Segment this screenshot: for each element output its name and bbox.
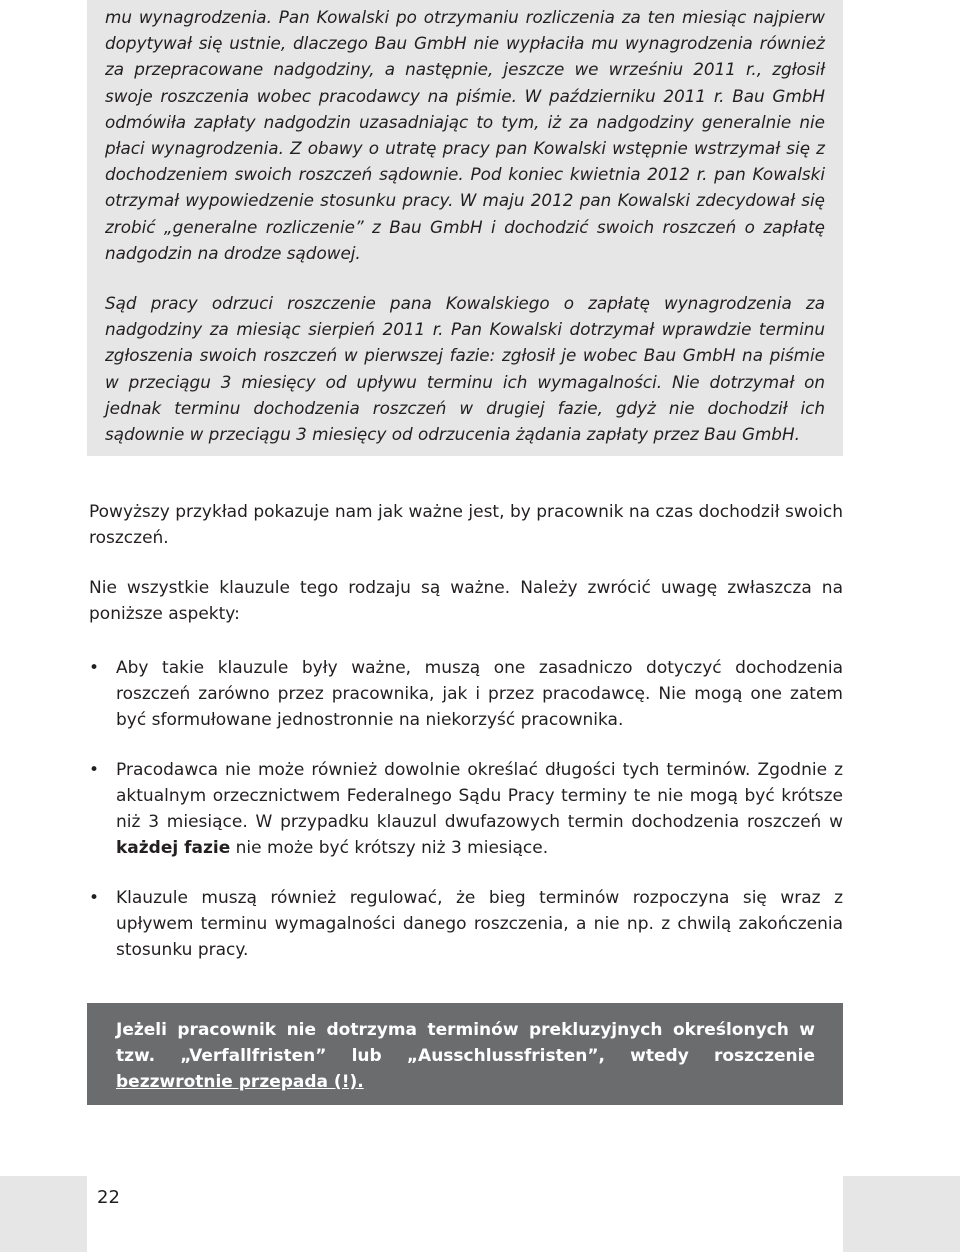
list-item-text: Aby takie klauzule były ważne, muszą one zasadniczo dotyczyć dochodzenia roszczeń zarówno przez pracownika, jak i przez pracodawcę. Nie mogą one zatem być sformułowane jednostronnie na niekorzyść pracownika. bbox=[116, 658, 843, 730]
body-paragraph-1: Powyższy przykład pokazuje nam jak ważne jest, by pracownik na czas dochodził swoich roszczeń. bbox=[89, 502, 843, 548]
list-item bbox=[89, 757, 843, 861]
list-item bbox=[89, 655, 843, 733]
bullet-icon: • bbox=[89, 658, 100, 678]
example-paragraph-2: Sąd pracy odrzuci roszczenie pana Kowalskiego o zapłatę wynagrodzenia za nadgodziny za miesiąc sierpień 2011 r. Pan Kowalski dotrzymał wprawdzie terminu zgłoszenia swoich roszczeń w pierwszej fazie: zgłosił je wobec Bau GmbH na piśmie w przeciągu 3 miesięcy od upływu terminu ich wymagalności. Nie dotrzymał on jednak terminu dochodzenia roszczeń w drugiej fazie, gdyż nie dochodził ich sądownie w przeciągu 3 miesięcy od odrzucenia żądania zapłaty przez Bau GmbH. bbox=[105, 293, 825, 445]
example-paragraph-1: mu wynagrodzenia. Pan Kowalski po otrzymaniu rozliczenia za ten miesiąc najpierw dopytywał się ustnie, dlaczego Bau GmbH nie wypłaciła mu wynagrodzenia również za przepracowane nadgodziny, a następnie, jeszcze we wrześniu 2011 r., zgłosił swoje roszczenia wobec pracodawcy na piśmie. W październiku 2011 r. Bau GmbH odmówiła zapłaty nadgodzin uzasadniając to tym, iż za nadgodziny generalnie nie płaci wynagrodzenia. Z obawy o utratę pracy pan Kowalski wstępnie wstrzymał się z dochodzeniem swoich roszczeń sądownie. Pod koniec kwietnia 2012 r. pan Kowalski otrzymał wypowiedzenie stosunku pracy. W maju 2012 pan Kowalski zdecydował się zrobić „generalne rozliczenie” z Bau GmbH i dochodzić swoich roszczeń o zapłatę nadgodzin na drodze sądowej. bbox=[105, 7, 825, 263]
list-item-text: Pracodawca nie może również dowolnie określać długości tych terminów. Zgodnie z aktualnym orzecznictwem Federalnego Sądu Pracy terminy te nie mogą być krótsze niż 3 miesiące. W przypadku klauzul dwufazowych termin dochodzenia roszczeń w bbox=[116, 760, 843, 832]
list-item bbox=[89, 885, 843, 963]
example-box bbox=[87, 0, 843, 456]
footer-page-area bbox=[87, 1176, 843, 1252]
warning-underlined-text: bezzwrotnie przepada (!). bbox=[116, 1072, 364, 1092]
body-paragraph-2: Nie wszystkie klauzule tego rodzaju są ważne. Należy zwrócić uwagę zwłaszcza na poniższe aspekty: bbox=[89, 578, 843, 624]
list-item-text-end: nie może być krótszy niż 3 miesiące. bbox=[230, 838, 549, 858]
warning-text: Jeżeli pracownik nie dotrzyma terminów prekluzyjnych określonych w tzw. „Verfallfristen” lub „Ausschlussfristen”, wtedy roszczenie bbox=[116, 1020, 815, 1066]
body-text bbox=[89, 499, 843, 963]
list-item-text: Klauzule muszą również regulować, że bieg terminów rozpoczyna się wraz z upływem terminu wymagalności danego roszczenia, a nie np. z chwilą zakończenia stosunku pracy. bbox=[116, 888, 843, 960]
bullet-icon: • bbox=[89, 888, 100, 908]
aspects-list bbox=[89, 655, 843, 963]
warning-box bbox=[87, 1003, 843, 1105]
bullet-icon: • bbox=[89, 760, 100, 780]
page-number: 22 bbox=[97, 1187, 120, 1208]
list-item-bold-text: każdej fazie bbox=[116, 838, 231, 858]
